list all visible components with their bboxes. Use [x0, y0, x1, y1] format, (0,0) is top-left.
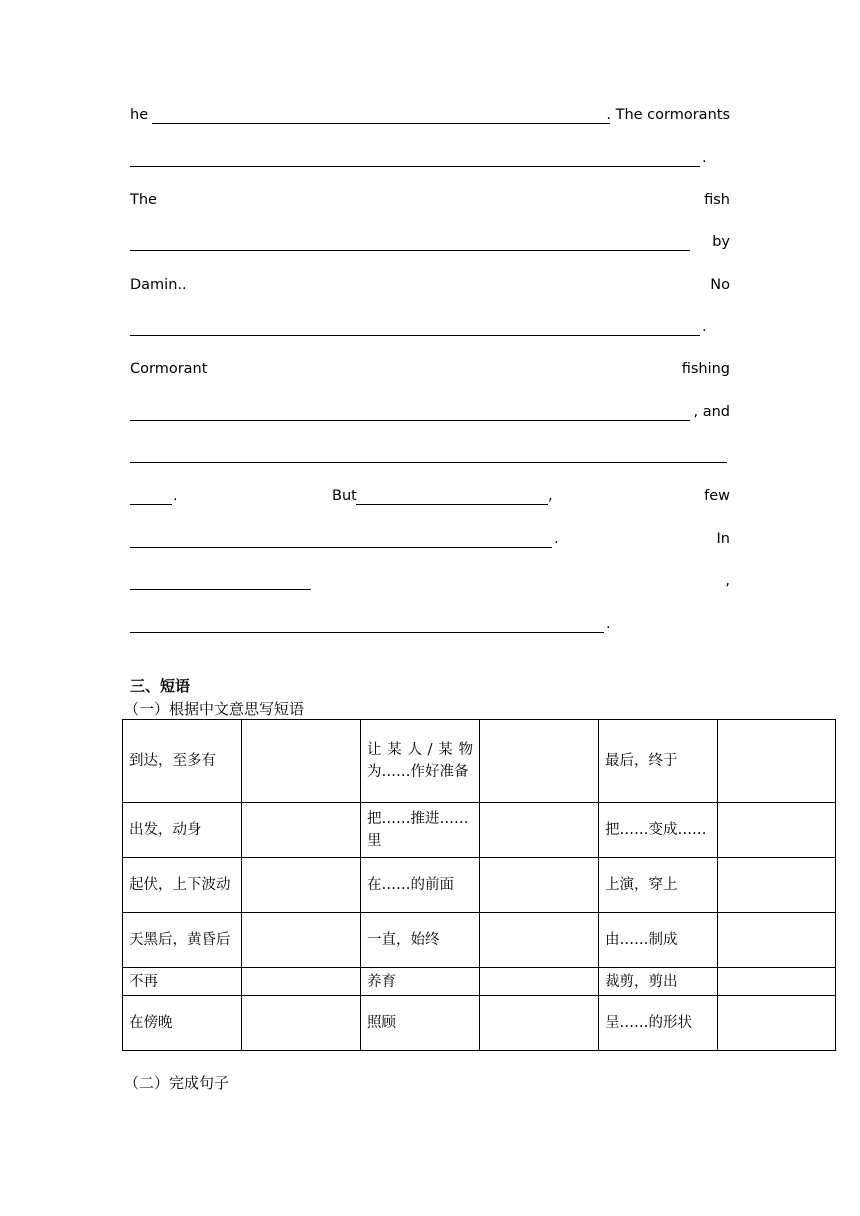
answer-cell[interactable]	[242, 858, 361, 913]
line-text-left: Cormorant	[130, 361, 208, 377]
section-title: 三、短语	[130, 677, 191, 695]
phrase-cn: 上演，穿上	[599, 858, 718, 913]
line-text-right: fishing	[681, 361, 730, 377]
answer-cell[interactable]	[480, 803, 599, 858]
line-text-right: , and	[693, 404, 730, 420]
line-text-right: No	[710, 277, 730, 293]
phrase-cn: 出发，动身	[123, 803, 242, 858]
writing-line-8	[130, 400, 730, 424]
line-text-right: by	[712, 234, 730, 250]
line-text-end: .	[702, 319, 707, 335]
blank-field[interactable]	[130, 150, 700, 167]
writing-line-5	[130, 273, 730, 297]
blank-field[interactable]	[130, 234, 690, 251]
answer-cell[interactable]	[718, 996, 836, 1051]
phrase-cn: 到达，至多有	[123, 720, 242, 803]
blank-field[interactable]	[130, 616, 604, 633]
table-row	[123, 803, 836, 858]
writing-line-13	[130, 612, 730, 636]
writing-line-2	[130, 146, 730, 170]
answer-cell[interactable]	[718, 720, 836, 803]
phrase-cn: 呈……的形状	[599, 996, 718, 1051]
phrase-cn: 在……的前面	[361, 858, 480, 913]
answer-cell[interactable]	[242, 996, 361, 1051]
answer-cell[interactable]	[718, 913, 836, 968]
line-text-left: Damin..	[130, 277, 187, 293]
phrase-cn: 让某人/某物为……作好准备	[361, 720, 480, 803]
section-subtitle: （一）根据中文意思写短语	[124, 700, 305, 718]
writing-line-1	[130, 103, 730, 127]
blank-field[interactable]	[356, 488, 548, 505]
line-text-comma: ,	[548, 488, 553, 504]
blank-field[interactable]	[130, 404, 690, 421]
phrase-cn: 在傍晚	[123, 996, 242, 1051]
table-row	[123, 858, 836, 913]
writing-line-12	[130, 569, 730, 593]
answer-cell[interactable]	[480, 996, 599, 1051]
line-text-right: ,	[725, 573, 730, 589]
line-text-end: .	[702, 150, 707, 166]
writing-line-4	[130, 230, 730, 254]
answer-cell[interactable]	[480, 913, 599, 968]
writing-line-7	[130, 357, 730, 381]
answer-cell[interactable]	[718, 803, 836, 858]
phrase-cn: 把……推进……里	[361, 803, 480, 858]
writing-line-11	[130, 527, 730, 551]
writing-line-9	[130, 442, 730, 466]
writing-line-10	[130, 484, 730, 508]
phrase-cn: 最后，终于	[599, 720, 718, 803]
phrase-cn: 裁剪，剪出	[599, 968, 718, 996]
blank-field[interactable]	[130, 573, 311, 590]
answer-cell[interactable]	[242, 968, 361, 996]
answer-cell[interactable]	[480, 968, 599, 996]
section-subtitle-2: （二）完成句子	[124, 1074, 230, 1092]
line-text-mid: But	[332, 488, 357, 504]
line-text-start: he	[130, 107, 149, 123]
blank-field[interactable]	[152, 107, 610, 124]
answer-cell[interactable]	[480, 720, 599, 803]
line-text-right: In	[716, 531, 730, 547]
answer-cell[interactable]	[718, 968, 836, 996]
blank-field[interactable]	[130, 319, 700, 336]
blank-field[interactable]	[130, 531, 552, 548]
line-text-right: few	[704, 488, 730, 504]
phrase-cn: 由……制成	[599, 913, 718, 968]
line-text-left: The	[130, 192, 157, 208]
line-text-end: .	[554, 531, 559, 547]
phrase-cn: 天黑后，黄昏后	[123, 913, 242, 968]
phrase-cn: 一直，始终	[361, 913, 480, 968]
line-text-end: .	[606, 616, 611, 632]
table-row	[123, 913, 836, 968]
phrase-cn: 养育	[361, 968, 480, 996]
answer-cell[interactable]	[242, 720, 361, 803]
table-row	[123, 996, 836, 1051]
line-text-right: fish	[704, 192, 730, 208]
phrase-cn: 不再	[123, 968, 242, 996]
line-text-end: .	[173, 488, 178, 504]
line-text-end: . The cormorants	[606, 107, 730, 123]
table-row	[123, 968, 836, 996]
blank-field[interactable]	[130, 446, 727, 463]
writing-line-6	[130, 315, 730, 339]
phrase-cn: 照顾	[361, 996, 480, 1051]
answer-cell[interactable]	[718, 858, 836, 913]
table-row	[123, 720, 836, 803]
answer-cell[interactable]	[242, 803, 361, 858]
phrase-table	[122, 719, 836, 1051]
answer-cell[interactable]	[480, 858, 599, 913]
blank-field[interactable]	[130, 488, 172, 505]
writing-line-3	[130, 188, 730, 212]
answer-cell[interactable]	[242, 913, 361, 968]
phrase-cn: 起伏，上下波动	[123, 858, 242, 913]
phrase-cn: 把……变成……	[599, 803, 718, 858]
